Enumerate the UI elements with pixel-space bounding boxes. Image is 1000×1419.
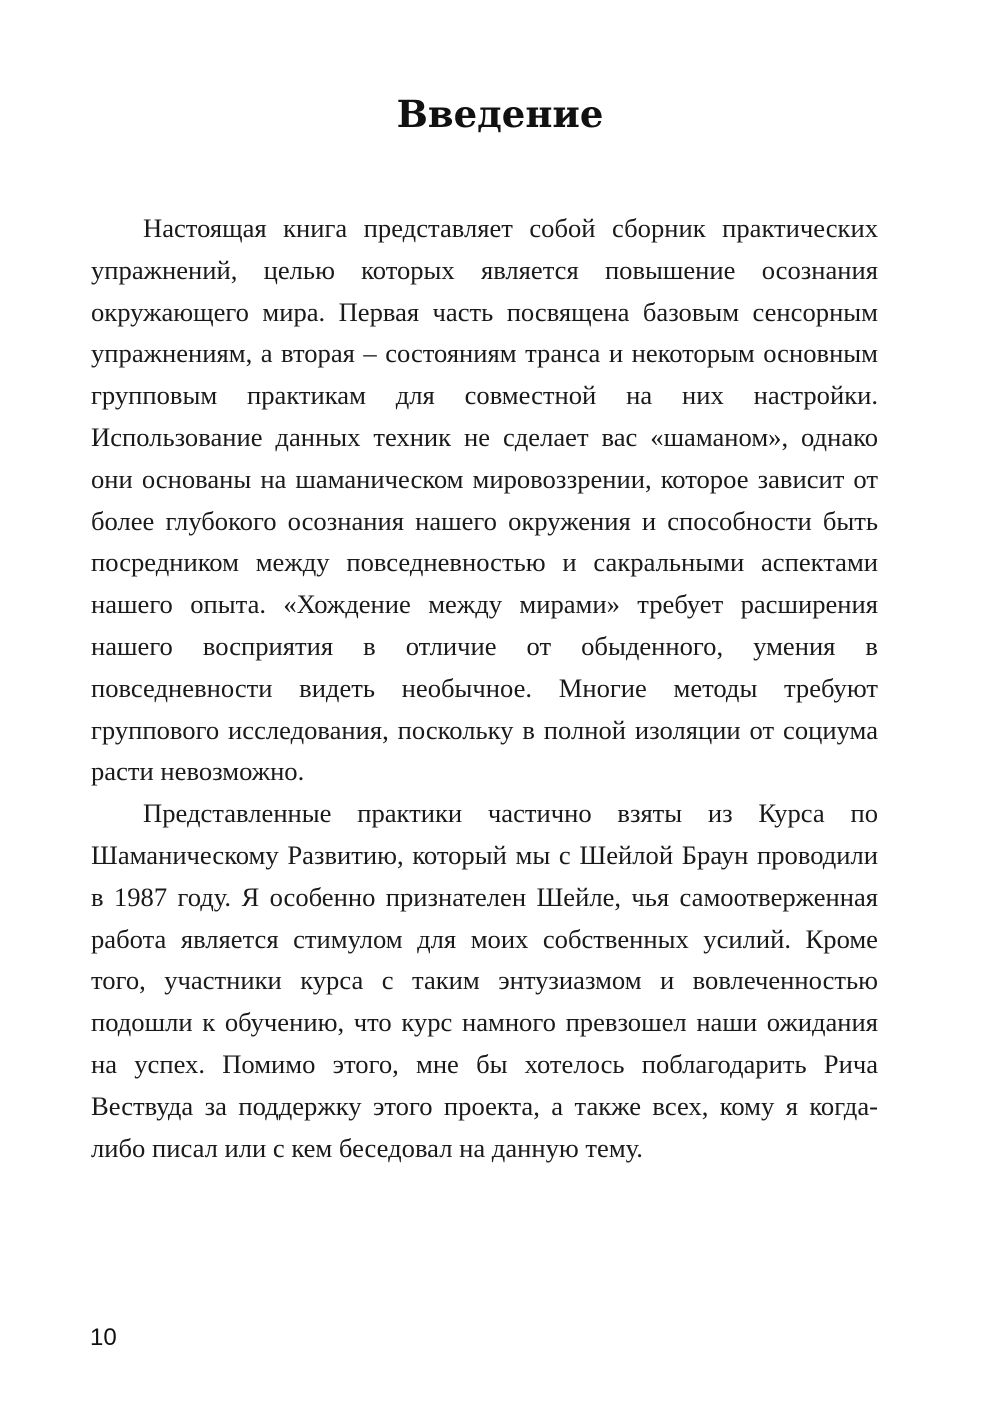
paragraph-intro: Настоящая книга представляет собой сборник практических упражнений, целью которых является повышение осознания окружающего мира. Первая часть посвящена базовым сенсорным упражнениям, а вторая – состояниям транса и некоторым основным групповым практикам для совместной на них настройки. Использование данных техник не сделает вас «шаманом», однако они основаны на шаманическом мировоззрении, которое зависит от более глубокого осознания нашего окружения и способности быть посредником между повседневностью и сакральными аспектами нашего опыта. «Хождение между мирами» требует расширения нашего восприятия в отличие от обыденного, умения в повседневности видеть необычное. Многие методы требуют группового исследования, поскольку в полной изоляции от социума расти невозможно. — [91, 213, 878, 787]
paragraph-acknowledgements: Представленные практики частично взяты из Курса по Шаманическому Развитию, который мы с Шейлой Браун проводили в 1987 году. Я особенно признателен Шейле, чья самоотверженная работа является стимулом для моих собственных усилий. Кроме того, участники курса с таким энтузиазмом и вовлеченностью подошли к обучению, что курс намного превзошел наши ожидания на успех. Помимо этого, мне бы хотелось поблагодарить Рича Вествуда за поддержку этого проекта, а также всех, кому я когда-либо писал или с кем беседовал на данную тему. — [91, 798, 878, 1163]
chapter-body — [91, 208, 878, 1169]
page-number: 10 — [90, 1324, 117, 1351]
chapter-title: Введение — [396, 92, 604, 136]
